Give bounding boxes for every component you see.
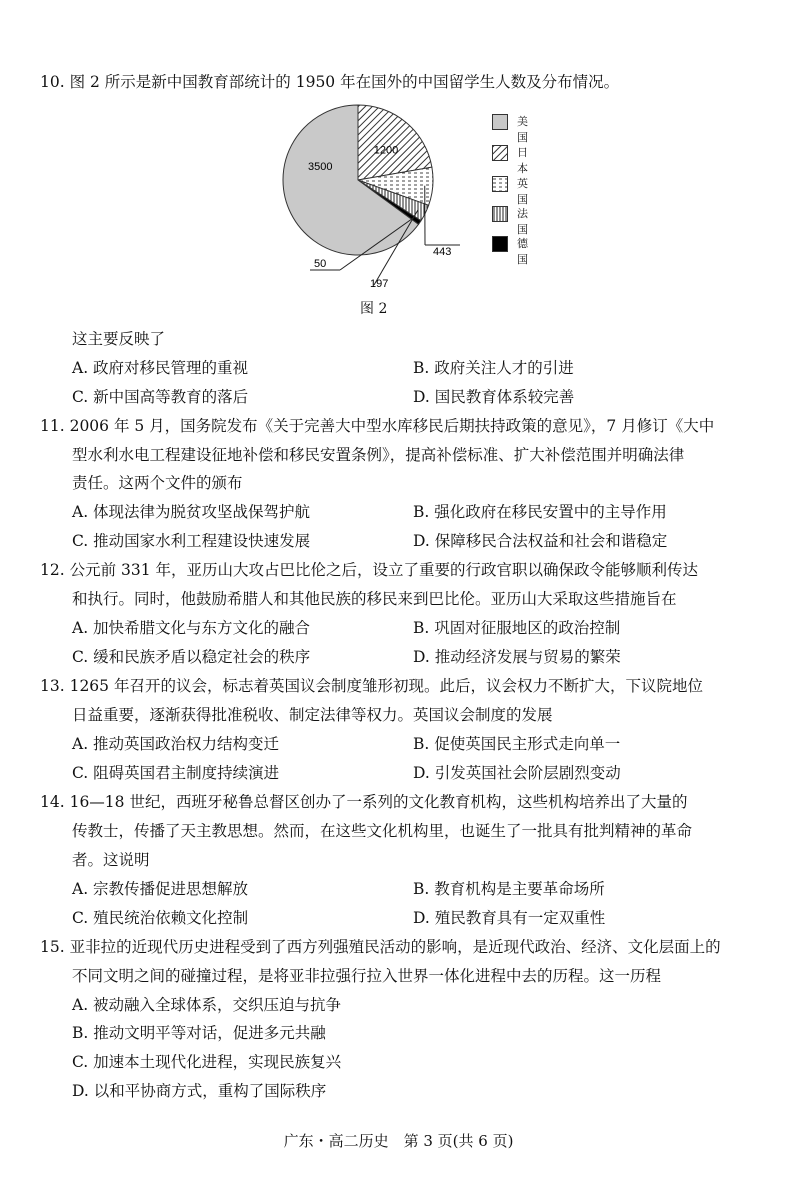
pie-label-france: 197	[370, 278, 389, 290]
q11-line-2: 型水利水电工程建设征地补偿和移民安置条例》，提高补偿标准、扩大补偿范围并明确法律	[72, 446, 685, 464]
q15-line-2: 不同文明之间的碰撞过程，是将亚非拉强行拉入世界一体化进程中去的历程。这一历程	[72, 967, 662, 985]
q11-option-d: D. 保障移民合法权益和社会和谐稳定	[413, 532, 668, 550]
figure-caption: 图 2	[360, 301, 388, 317]
q15-line-1: 15. 亚非拉的近现代历史进程受到了西方列强殖民活动的影响，是近现代政治、经济、文化层面上的	[40, 938, 721, 956]
q15-option-d: D. 以和平协商方式，重构了国际秩序	[72, 1082, 327, 1100]
q12-option-b: B. 巩固对征服地区的政治控制	[413, 619, 621, 637]
q15-option-c: C. 加速本土现代化进程，实现民族复兴	[72, 1053, 342, 1071]
q14-line-1: 14. 16—18 世纪，西班牙秘鲁总督区创办了一系列的文化教育机构，这些机构培养出了大量的	[40, 793, 688, 811]
q14-option-d: D. 殖民教育具有一定双重性	[413, 909, 606, 927]
q11-option-a: A. 体现法律为脱贫攻坚战保驾护航	[72, 503, 311, 521]
q10-stem: 10. 图 2 所示是新中国教育部统计的 1950 年在国外的中国留学生人数及分布情况。	[40, 73, 620, 91]
pie-label-japan: 1200	[373, 144, 399, 157]
legend-swatch-japan	[492, 145, 508, 161]
q14-line-3: 者。这说明	[72, 851, 150, 869]
q10-option-c: C. 新中国高等教育的落后	[72, 388, 249, 406]
q11-line-1: 11. 2006 年 5 月，国务院发布《关于完善大中型水库移民后期扶持政策的意见》，7 月修订《大中	[40, 417, 715, 435]
pie-label-germany: 50	[314, 258, 327, 270]
q11-line-3: 责任。这两个文件的颁布	[72, 474, 243, 492]
q13-option-b: B. 促使英国民主形式走向单一	[413, 735, 621, 753]
legend-swatch-germany	[492, 236, 508, 252]
q14-option-c: C. 殖民统治依赖文化控制	[72, 909, 249, 927]
q12-option-a: A. 加快希腊文化与东方文化的融合	[72, 619, 311, 637]
q12-line-1: 12. 公元前 331 年，亚历山大攻占巴比伦之后，设立了重要的行政官职以确保政令能够顺利传达	[40, 561, 699, 579]
legend-swatch-usa	[492, 114, 508, 130]
q14-option-a: A. 宗教传播促进思想解放	[72, 880, 249, 898]
q14-option-b: B. 教育机构是主要革命场所	[413, 880, 605, 898]
q13-line-2: 日益重要，逐渐获得批准税收、制定法律等权力。英国议会制度的发展	[72, 706, 553, 724]
legend-label-germany: 德国	[517, 237, 528, 266]
q15-option-a: A. 被动融入全球体系，交织压迫与抗争	[72, 996, 342, 1014]
q13-option-a: A. 推动英国政治权力结构变迁	[72, 735, 280, 753]
legend-swatch-uk	[492, 176, 508, 192]
pie-label-uk: 443	[433, 246, 452, 258]
q12-option-d: D. 推动经济发展与贸易的繁荣	[413, 648, 621, 666]
q10-option-d: D. 国民教育体系较完善	[413, 388, 575, 406]
pie-chart	[270, 95, 550, 295]
q13-option-c: C. 阻碍英国君主制度持续演进	[72, 764, 280, 782]
q11-option-b: B. 强化政府在移民安置中的主导作用	[413, 503, 667, 521]
legend-label-japan: 日本	[517, 146, 528, 175]
legend-label-france: 法国	[517, 207, 528, 236]
q12-line-2: 和执行。同时，他鼓励希腊人和其他民族的移民来到巴比伦。亚历山大采取这些措施旨在	[72, 590, 677, 608]
page-footer: 广东・高二历史 第 3 页(共 6 页)	[283, 1132, 514, 1150]
q15-option-b: B. 推动文明平等对话，促进多元共融	[72, 1024, 326, 1042]
q10-lead: 这主要反映了	[72, 330, 166, 348]
q13-option-d: D. 引发英国社会阶层剧烈变动	[413, 764, 621, 782]
q10-option-a: A. 政府对移民管理的重视	[72, 359, 249, 377]
q14-line-2: 传教士，传播了天主教思想。然而，在这些文化机构里，也诞生了一批具有批判精神的革命	[72, 822, 693, 840]
q10-option-b: B. 政府关注人才的引进	[413, 359, 574, 377]
legend-swatch-france	[492, 206, 508, 222]
legend-label-usa: 美国	[517, 115, 528, 144]
pie-label-usa: 3500	[308, 161, 333, 173]
q12-option-c: C. 缓和民族矛盾以稳定社会的秩序	[72, 648, 311, 666]
legend-label-uk: 英国	[517, 177, 528, 206]
q11-option-c: C. 推动国家水利工程建设快速发展	[72, 532, 311, 550]
q13-line-1: 13. 1265 年召开的议会，标志着英国议会制度雏形初现。此后，议会权力不断扩大，下议院地位	[40, 677, 703, 695]
